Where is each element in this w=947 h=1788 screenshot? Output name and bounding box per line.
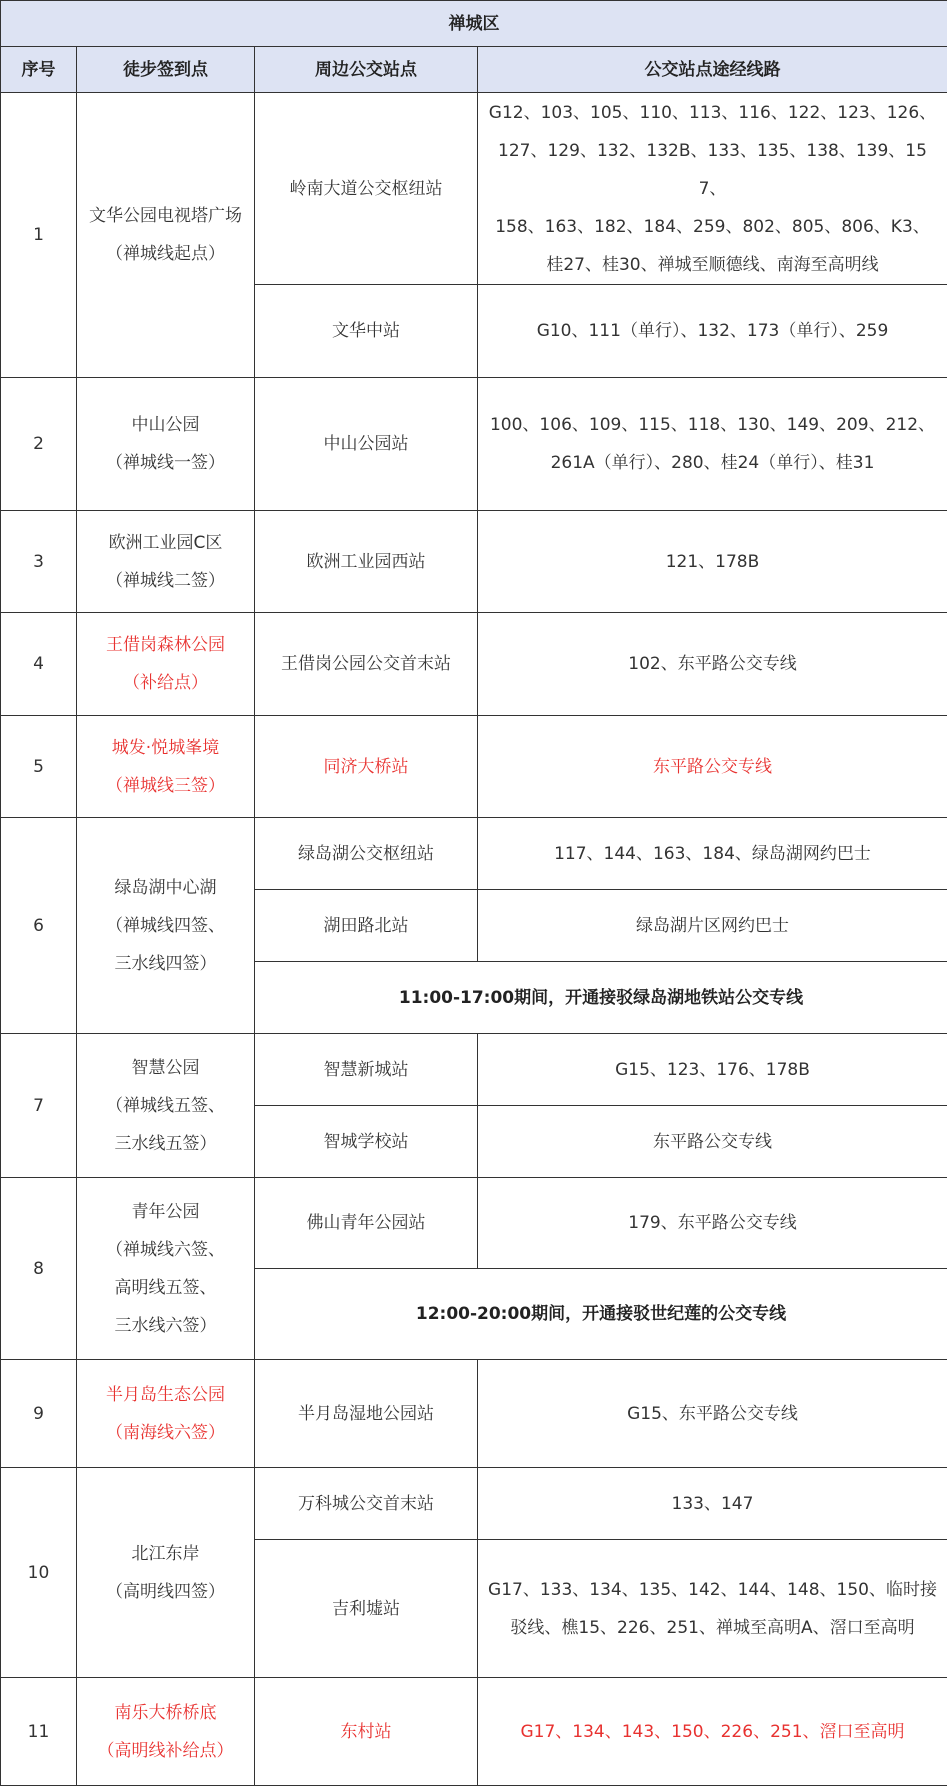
bus-station: 王借岗公园公交首末站 [255,613,478,716]
checkin-point [77,1678,255,1786]
route-line: 127、129、132、132B、133、135、138、139、157、 [498,140,927,199]
checkin-point [77,716,255,818]
route-line: 驳线、樵15、226、251、禅城至高明A、滘口至高明 [510,1617,915,1638]
title-row [1,1,947,47]
route-line: 100、106、109、115、118、130、149、209、212、 [489,415,936,435]
route-line: 158、163、182、184、259、802、805、806、K3、 [495,216,930,237]
table-row [1,716,947,818]
checkin-point-note: （禅城线三签） [106,775,225,796]
checkin-point [77,1034,255,1178]
route-line: G12、103、105、110、113、116、122、123、126、 [488,102,937,123]
row-number: 7 [1,1034,77,1178]
checkin-point-name: 青年公园 [131,1201,200,1222]
bus-station: 岭南大道公交枢纽站 [255,93,478,285]
bus-routes: 121、178B [478,511,947,613]
bus-station: 中山公园站 [255,378,478,511]
row-number: 6 [1,818,77,1034]
row-number: 1 [1,93,77,378]
bus-routes: G15、东平路公交专线 [478,1360,947,1468]
table-row [1,1034,947,1106]
bus-routes [478,93,947,285]
route-line: G17、133、134、135、142、144、148、150、临时接 [488,1579,937,1600]
bus-routes: 102、东平路公交专线 [478,613,947,716]
bus-station: 吉利墟站 [255,1540,478,1678]
checkin-point-name: 中山公园 [131,415,200,435]
bus-routes [478,378,947,511]
bus-station: 湖田路北站 [255,890,478,962]
bus-routes: G17、134、143、150、226、251、滘口至高明 [478,1678,947,1786]
header-no: 序号 [1,47,77,93]
checkin-point-name: 欧洲工业园C区 [108,532,223,553]
checkin-point [77,1178,255,1360]
row-number: 2 [1,378,77,511]
checkin-point [77,613,255,716]
row-number: 10 [1,1468,77,1678]
checkin-point-name: 半月岛生态公园 [106,1384,225,1405]
row-number: 9 [1,1360,77,1468]
checkin-point-name: 城发·悦城峯境 [111,737,220,758]
checkin-point-note: （高明线四签） [106,1581,225,1602]
checkin-point-note: 三水线六签） [114,1315,217,1336]
bus-routes: G15、123、176、178B [478,1034,947,1106]
checkin-point-note: 高明线五签、 [114,1277,217,1298]
checkin-point-note: （禅城线四签、 [106,915,225,936]
table-row [1,1678,947,1786]
table-row [1,93,947,285]
table-title: 禅城区 [1,1,947,47]
header-bus-station: 周边公交站点 [255,47,478,93]
shuttle-note: 12:00-20:00期间，开通接驳世纪莲的公交专线 [255,1269,947,1360]
table-row [1,1360,947,1468]
header-routes: 公交站点途经线路 [478,47,947,93]
table-row [1,378,947,511]
header-checkin-point: 徒步签到点 [77,47,255,93]
bus-station: 东村站 [255,1678,478,1786]
checkin-point-name: 王借岗森林公园 [106,635,225,655]
checkin-point-note: （南海线六签） [106,1422,225,1443]
checkin-point-note: （补给点） [123,673,208,693]
bus-routes: 179、东平路公交专线 [478,1178,947,1269]
row-number: 11 [1,1678,77,1786]
table-row [1,613,947,716]
checkin-point-note: 三水线五签） [114,1133,217,1154]
checkin-point [77,818,255,1034]
bus-station: 文华中站 [255,285,478,378]
checkin-point [77,378,255,511]
route-line: 桂27、桂30、禅城至顺德线、南海至高明线 [546,254,879,275]
header-row [1,47,947,93]
bus-station: 半月岛湿地公园站 [255,1360,478,1468]
checkin-point-note: （高明线补给点） [97,1740,234,1761]
bus-routes: G10、111（单行）、132、173（单行）、259 [478,285,947,378]
checkin-point-name: 文华公园电视塔广场 [89,206,242,226]
table-row [1,818,947,890]
bus-routes: 东平路公交专线 [478,1106,947,1178]
bus-station: 同济大桥站 [255,716,478,818]
table-row [1,511,947,613]
checkin-point-note: （禅城线二签） [106,570,225,591]
route-line: 261A（单行）、280、桂24（单行）、桂31 [550,453,875,473]
checkin-point [77,1468,255,1678]
checkin-point-note: （禅城线五签、 [106,1095,225,1116]
checkin-point-note: （禅城线一签） [106,453,225,473]
bus-routes: 117、144、163、184、绿岛湖网约巴士 [478,818,947,890]
row-number: 8 [1,1178,77,1360]
checkin-point-name: 北江东岸 [131,1543,200,1564]
bus-station: 万科城公交首末站 [255,1468,478,1540]
checkin-point-name: 南乐大桥桥底 [114,1702,217,1723]
table-row [1,1468,947,1540]
bus-station: 佛山青年公园站 [255,1178,478,1269]
row-number: 4 [1,613,77,716]
bus-routes [478,1540,947,1678]
checkin-point-name: 智慧公园 [131,1057,200,1078]
shuttle-note: 11:00-17:00期间，开通接驳绿岛湖地铁站公交专线 [255,962,947,1034]
checkin-point [77,511,255,613]
bus-station: 智城学校站 [255,1106,478,1178]
bus-station: 智慧新城站 [255,1034,478,1106]
checkin-point-note: （禅城线六签、 [106,1239,225,1260]
checkin-point-name: 绿岛湖中心湖 [114,877,217,898]
table-row [1,1178,947,1269]
bus-routes: 绿岛湖片区网约巴士 [478,890,947,962]
checkin-point [77,1360,255,1468]
bus-station: 绿岛湖公交枢纽站 [255,818,478,890]
bus-routes: 东平路公交专线 [478,716,947,818]
row-number: 5 [1,716,77,818]
bus-routes: 133、147 [478,1468,947,1540]
checkin-point-note: （禅城线起点） [106,244,225,264]
checkin-point [77,93,255,378]
row-number: 3 [1,511,77,613]
checkin-point-note: 三水线四签） [114,953,217,974]
bus-station: 欧洲工业园西站 [255,511,478,613]
